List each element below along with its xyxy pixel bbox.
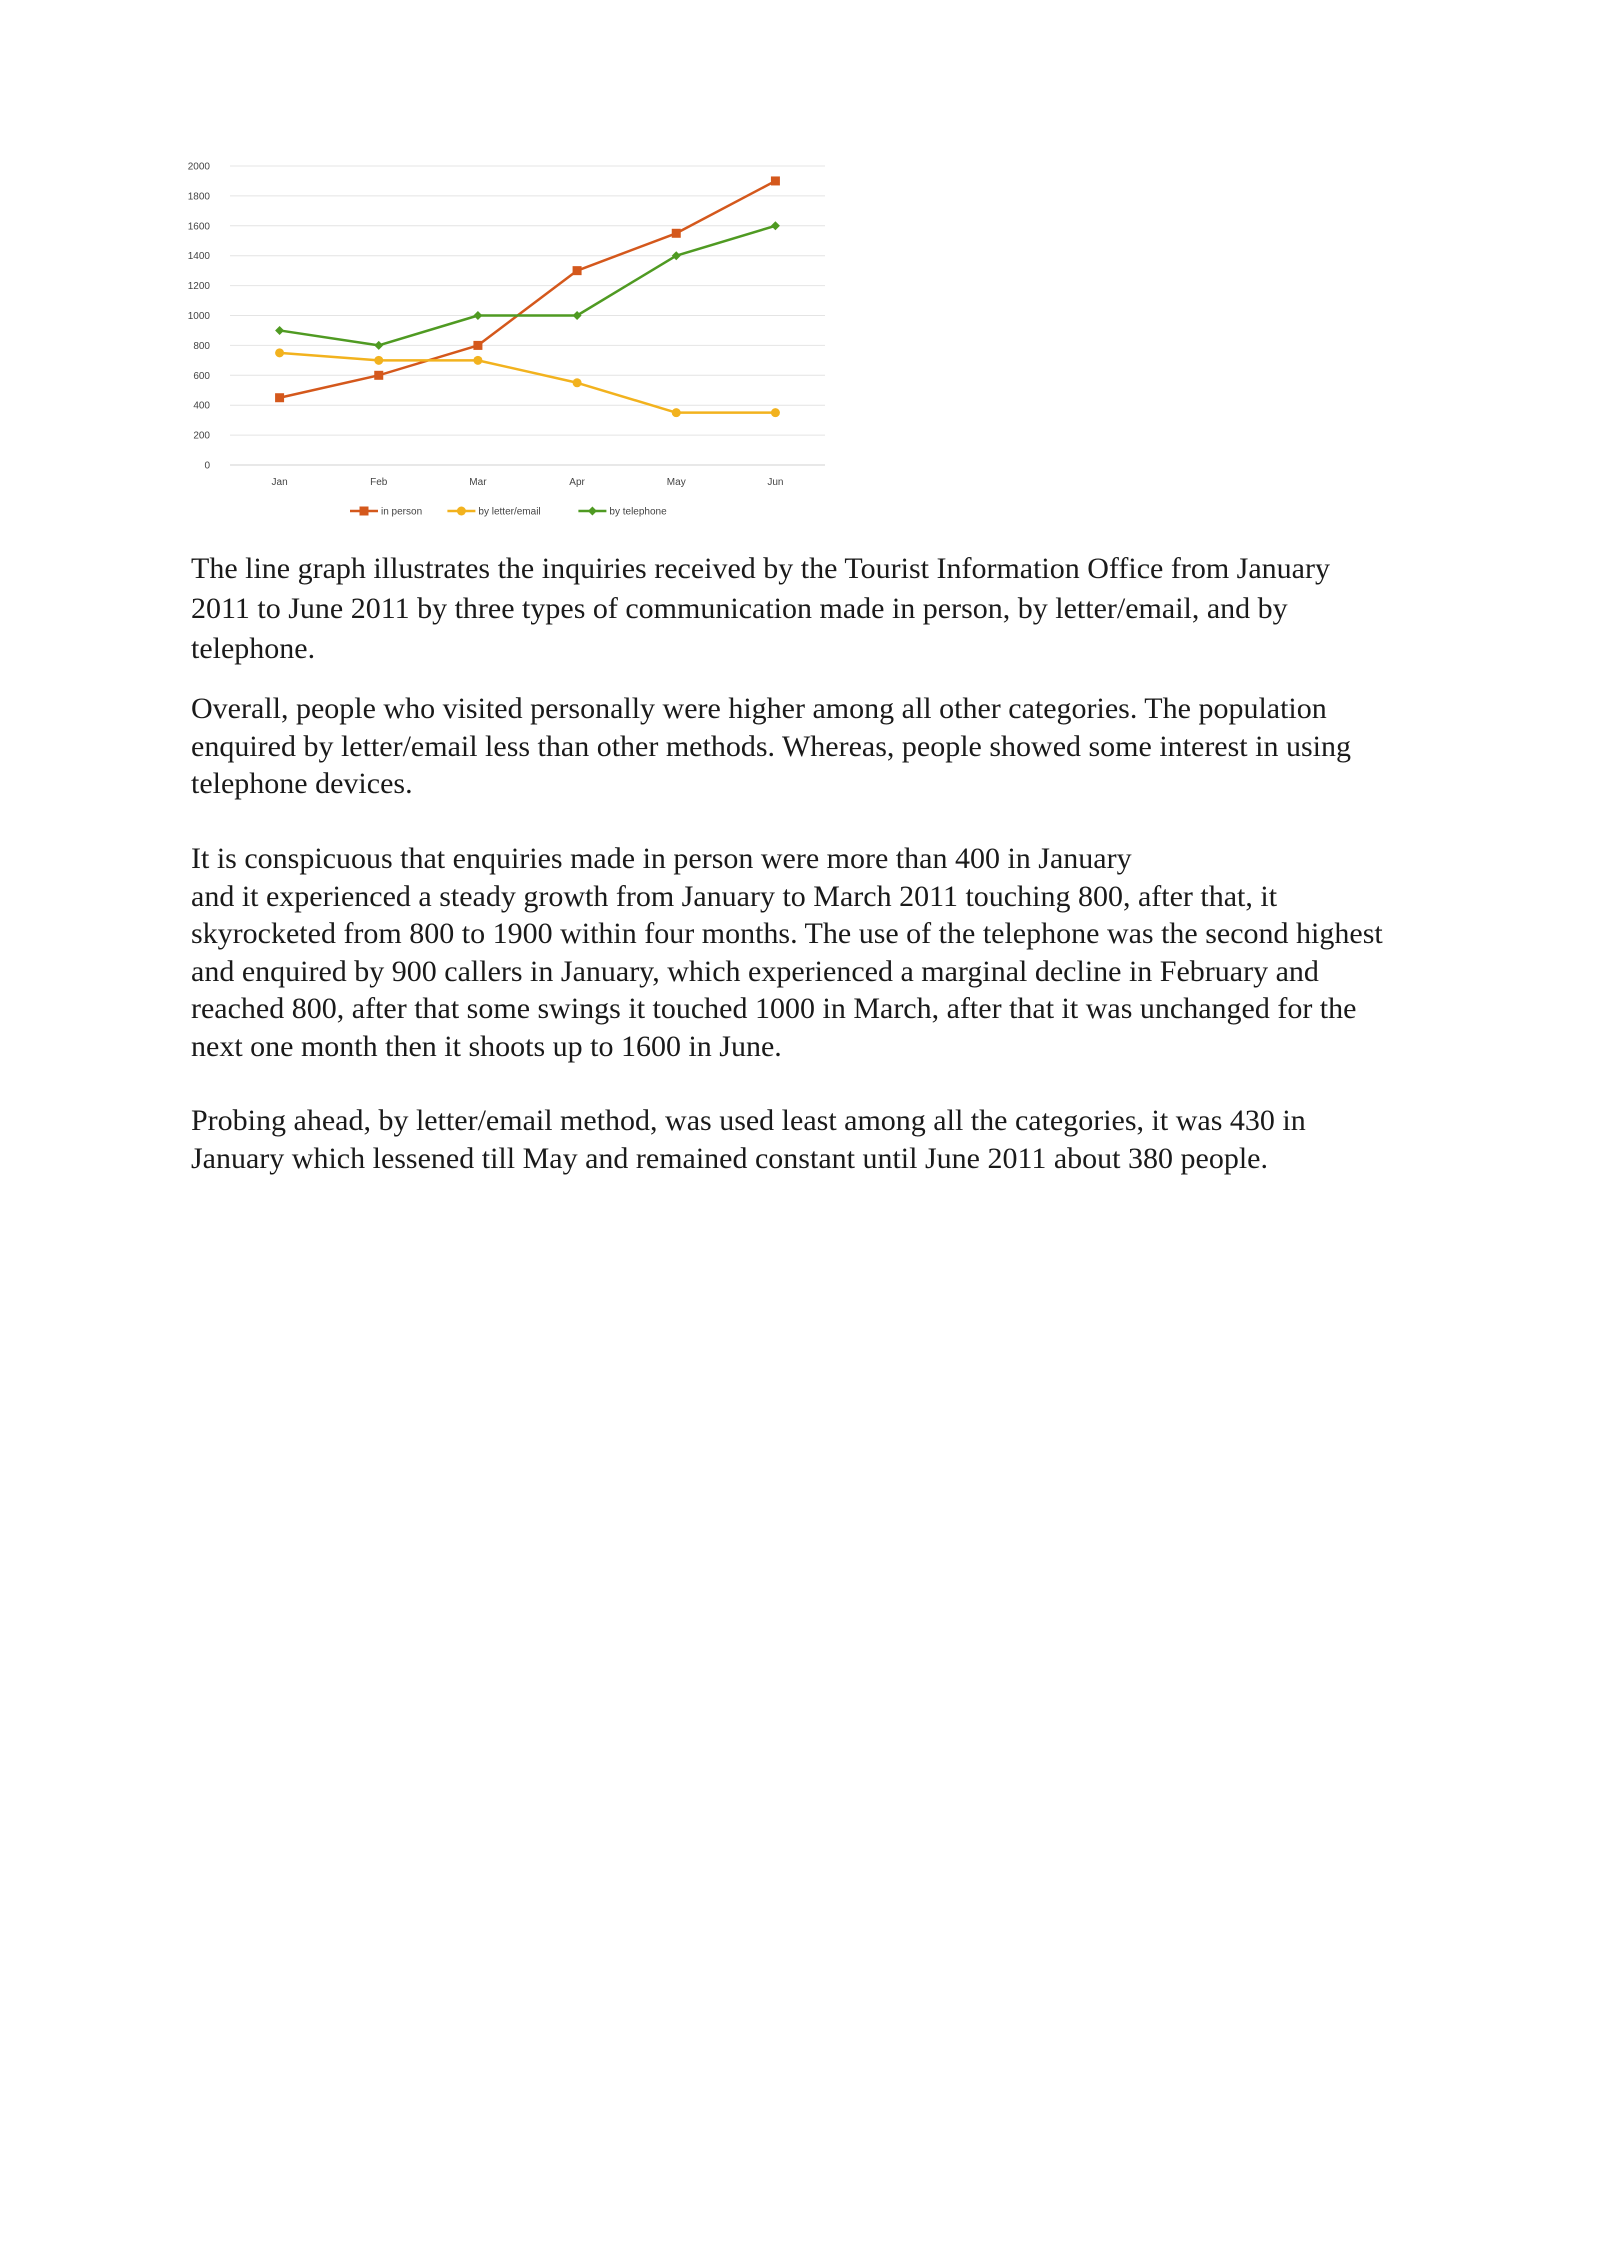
data-point — [275, 326, 284, 335]
data-point — [672, 229, 681, 238]
conclusion-paragraph — [191, 1102, 1491, 1177]
y-tick-label: 0 — [204, 460, 210, 472]
text-line: The line graph illustrates the inquiries received by the Tourist Information Office from January — [191, 552, 1330, 585]
series-line — [280, 181, 776, 398]
data-point — [672, 408, 681, 417]
y-tick-label: 1000 — [187, 311, 210, 322]
text-line: telephone. — [191, 632, 316, 665]
data-point — [771, 221, 780, 230]
y-tick-label: 600 — [193, 370, 210, 382]
y-tick-label: 400 — [193, 400, 210, 412]
text-line: reached 800, after that some swings it touched 1000 in March, after that it was unchanged for the — [191, 992, 1357, 1025]
data-point — [588, 507, 597, 516]
text-line: It is conspicuous that enquiries made in person were more than 400 in January — [191, 842, 1132, 875]
series-in-person — [275, 176, 780, 402]
legend-label: in person — [381, 506, 423, 518]
y-axis-ticks — [188, 162, 211, 472]
legend-label: by letter/email — [478, 506, 541, 518]
y-tick-label: 200 — [193, 430, 210, 442]
data-point — [374, 341, 383, 350]
data-point — [473, 311, 482, 320]
data-point — [473, 341, 482, 350]
text-line: 2011 to June 2011 by three types of communication made in person, by letter/email, and by — [191, 592, 1288, 625]
data-point — [374, 371, 383, 380]
data-point — [374, 356, 383, 365]
text-line: and it experienced a steady growth from January to March 2011 touching 800, after that, it — [191, 879, 1278, 913]
text-line: enquired by letter/email less than other methods. Whereas, people showed some interest in using — [191, 729, 1351, 763]
text-line: skyrocketed from 800 to 1900 within four months. The use of the telephone was the second highest — [191, 917, 1383, 950]
data-point — [457, 507, 466, 516]
text-line: next one month then it shoots up to 1600 in June. — [191, 1029, 782, 1063]
chart-legend — [350, 507, 667, 518]
text-line: January which lessened till May and remained constant until June 2011 about 380 people. — [191, 1141, 1268, 1175]
legend-item — [578, 507, 667, 518]
chart-series — [275, 176, 780, 417]
line-chart — [185, 150, 835, 530]
data-point — [275, 393, 284, 402]
data-point — [275, 348, 284, 357]
x-tick-label: Apr — [569, 477, 585, 488]
intro-paragraph — [191, 549, 1491, 669]
text-line: telephone devices. — [191, 767, 413, 800]
x-tick-label: Jan — [271, 477, 288, 488]
y-tick-label: 1800 — [187, 191, 210, 203]
y-tick-label: 1200 — [187, 281, 210, 293]
legend-item — [350, 507, 422, 518]
x-axis-ticks — [272, 477, 784, 488]
legend-item — [447, 507, 540, 518]
data-point — [771, 408, 780, 417]
text-line: and enquired by 900 callers in January, which experienced a marginal decline in February and — [191, 954, 1319, 988]
data-point — [771, 176, 780, 185]
text-line: Overall, people who visited personally were higher among all other categories. The population — [191, 692, 1327, 725]
x-tick-label: Feb — [370, 477, 388, 488]
x-tick-label: Mar — [469, 477, 487, 488]
x-tick-label: May — [666, 477, 686, 488]
data-point — [573, 378, 582, 387]
y-tick-label: 1600 — [187, 221, 210, 233]
data-point — [360, 507, 369, 516]
x-tick-label: Jun — [767, 477, 784, 488]
detail-paragraph — [191, 840, 1491, 1065]
overview-paragraph — [191, 690, 1491, 803]
legend-label: by telephone — [609, 506, 667, 518]
y-tick-label: 2000 — [187, 161, 210, 173]
data-point — [573, 266, 582, 275]
y-tick-label: 1400 — [187, 251, 210, 263]
series-line — [280, 353, 776, 413]
data-point — [473, 356, 482, 365]
y-tick-label: 800 — [193, 340, 210, 352]
text-line: Probing ahead, by letter/email method, was used least among all the categories, it was 430 in — [191, 1104, 1306, 1137]
